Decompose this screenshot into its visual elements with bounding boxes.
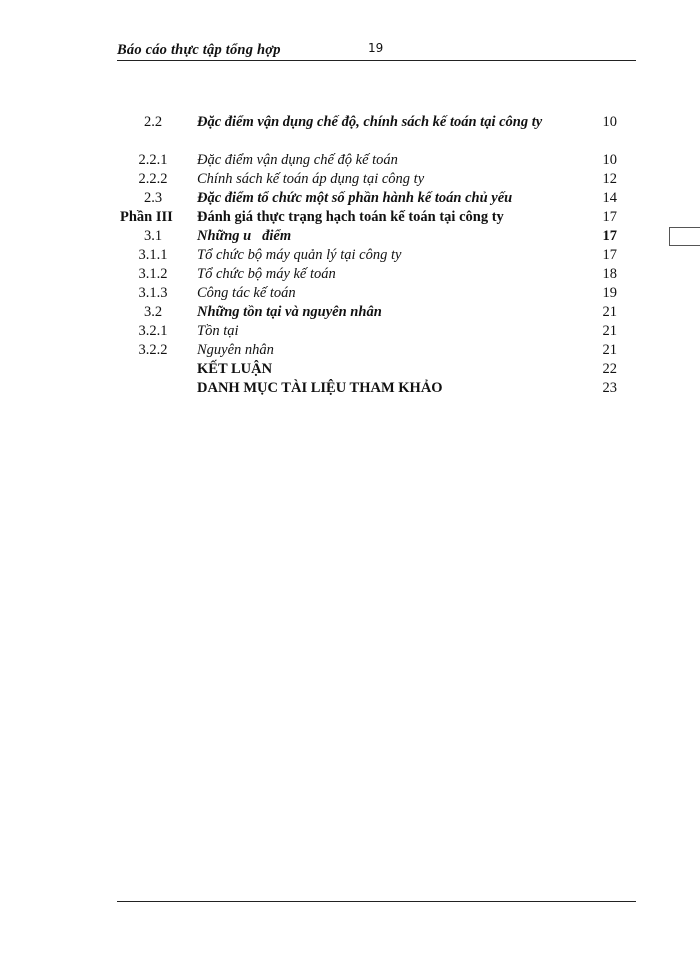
- toc-row: [117, 170, 617, 189]
- toc-number: 3.1.1: [138, 247, 168, 263]
- toc-row: [117, 284, 617, 303]
- toc-page: 17: [602, 209, 617, 225]
- toc-row: [117, 246, 617, 265]
- toc-row: [117, 189, 617, 208]
- toc-part-number: Phần III: [120, 209, 173, 225]
- toc-page: 17: [602, 228, 617, 244]
- toc-page: 19: [602, 285, 617, 301]
- toc-row: [117, 303, 617, 322]
- toc-title: Nguyên nhân: [197, 342, 274, 358]
- toc-row: [117, 227, 617, 246]
- toc-page: 17: [602, 247, 617, 263]
- toc-row: [117, 379, 617, 398]
- toc-page: 12: [602, 171, 617, 187]
- toc-page: 21: [602, 304, 617, 320]
- toc-number: 3.1.3: [138, 285, 168, 301]
- toc-title: Công tác kế toán: [197, 285, 296, 301]
- header-title: Báo cáo thực tập tổng hợp: [117, 42, 281, 58]
- toc-title: Đặc điểm vận dụng chế độ kế toán: [197, 152, 398, 168]
- toc-page: 10: [602, 114, 617, 130]
- toc-title: Những tồn tại và nguyên nhân: [197, 304, 382, 320]
- toc-number: 2.2.1: [138, 152, 168, 168]
- toc-page: 10: [602, 152, 617, 168]
- toc-title: Đặc điểm vận dụng chế độ, chính sách kế toán tại công ty: [197, 114, 543, 130]
- toc-page: 21: [602, 323, 617, 339]
- toc-number: 2.2.2: [138, 171, 168, 187]
- toc-row: [117, 360, 617, 379]
- toc-page: 22: [602, 361, 617, 377]
- toc-title: Chính sách kế toán áp dụng tại công ty: [197, 171, 425, 187]
- footer-divider: [117, 901, 636, 902]
- toc-title: Tổ chức bộ máy kế toán: [197, 266, 336, 282]
- toc-title: Tổ chức bộ máy quản lý tại công ty: [197, 247, 402, 263]
- toc-number: 3.1: [143, 228, 163, 244]
- toc-row: [117, 151, 617, 170]
- margin-box: [669, 227, 700, 246]
- toc-title: Tồn tại: [197, 323, 239, 339]
- toc-title: Đánh giá thực trạng hạch toán kế toán tại công ty: [197, 209, 504, 225]
- toc-title: Những u điểm: [197, 228, 292, 244]
- toc-page: 21: [602, 342, 617, 358]
- toc-page: 23: [602, 380, 617, 396]
- toc-number: 3.2.1: [138, 323, 168, 339]
- toc-title: Đặc điểm tổ chức một số phần hành kế toán chủ yếu: [197, 190, 513, 206]
- toc-row: [117, 341, 617, 360]
- toc-number: 3.1.2: [138, 266, 168, 282]
- toc-title: DANH MỤC TÀI LIỆU THAM KHẢO: [197, 380, 443, 396]
- header-page-number: 19: [368, 41, 384, 55]
- toc-row: [117, 208, 617, 227]
- header-divider: [117, 60, 636, 61]
- table-of-contents: [117, 113, 617, 398]
- toc-page: 18: [602, 266, 617, 282]
- toc-number: 2.3: [143, 190, 163, 206]
- toc-page: 14: [602, 190, 617, 206]
- toc-number: 3.2: [143, 304, 163, 320]
- toc-row: [117, 265, 617, 284]
- toc-number: 2.2: [143, 114, 163, 130]
- toc-number: 3.2.2: [138, 342, 168, 358]
- toc-title: KẾT LUẬN: [197, 361, 273, 377]
- toc-row: [117, 322, 617, 341]
- toc-row: [117, 113, 617, 151]
